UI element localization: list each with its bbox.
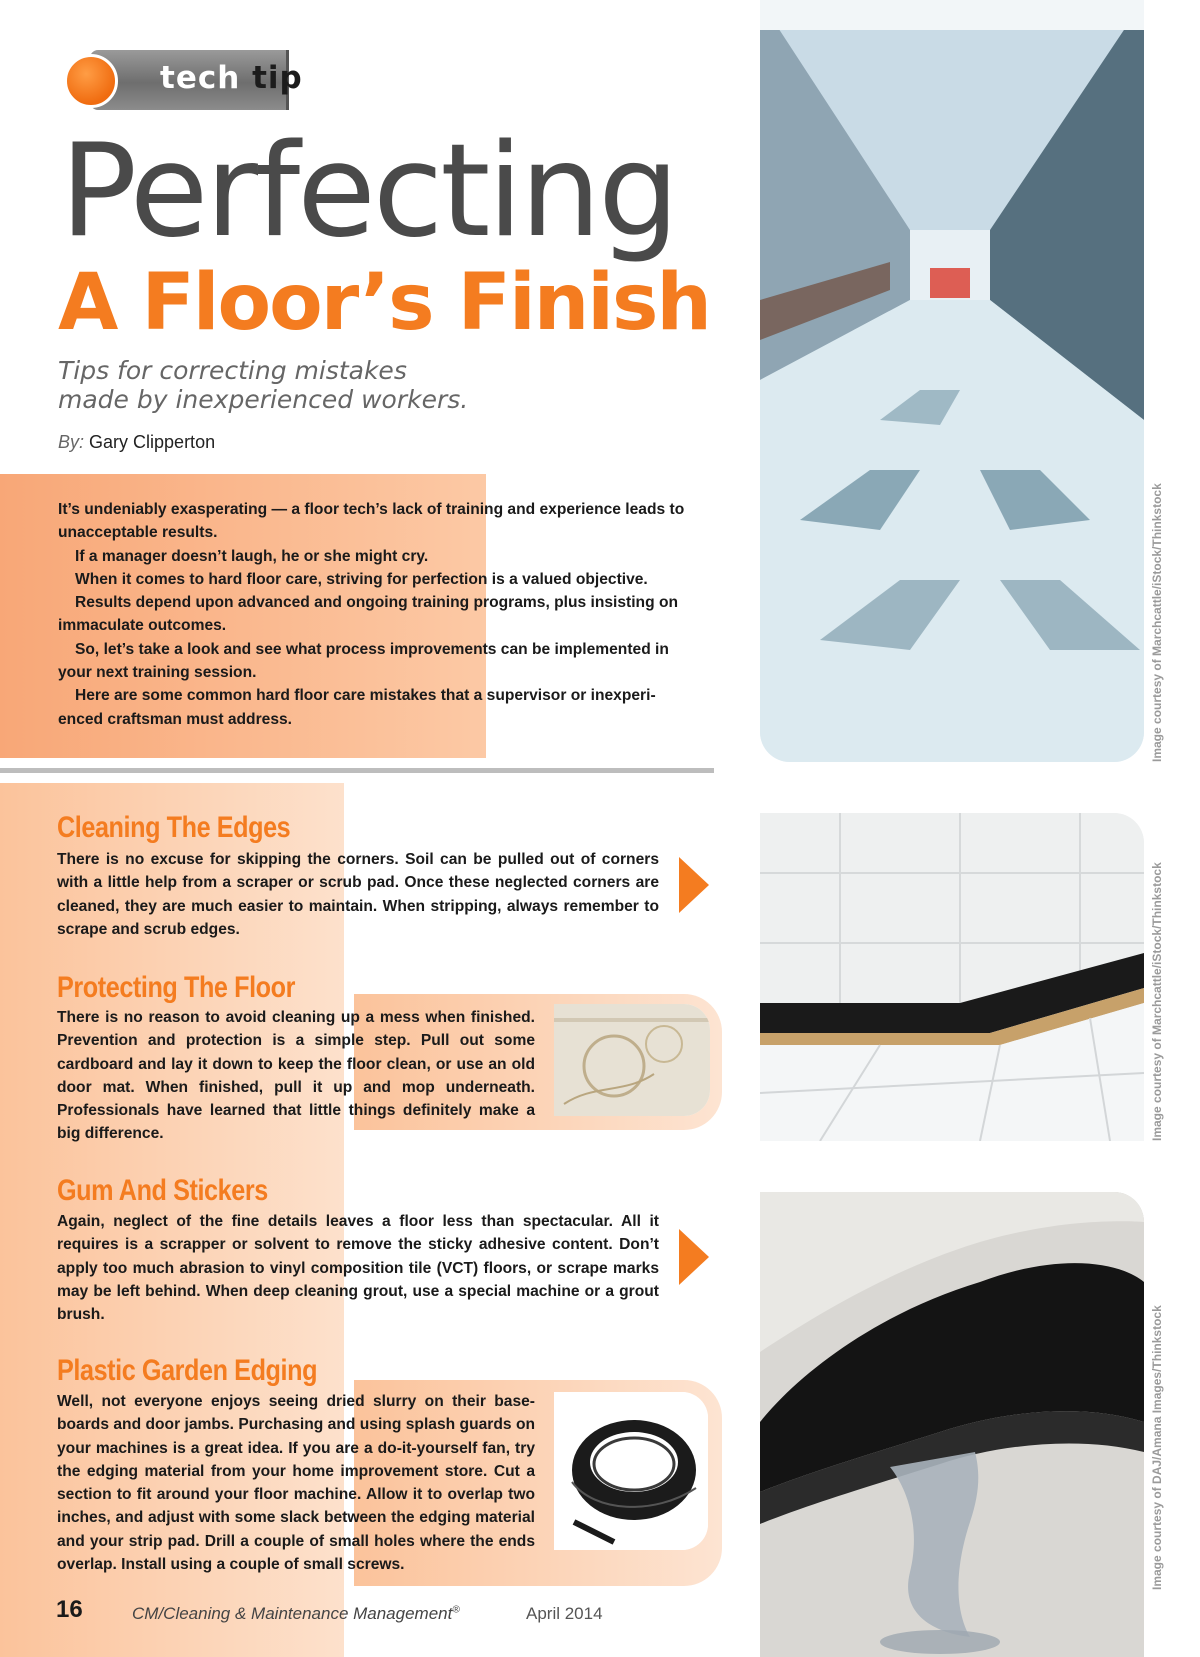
author-name: Gary Clipperton <box>89 432 216 452</box>
arrow-right-icon <box>679 1229 709 1285</box>
shoe-gum-illustration <box>760 1192 1144 1657</box>
callout-image-frame <box>554 1392 708 1550</box>
article-title-line2: A Floor’s Finish <box>58 258 710 348</box>
shoe-gum-photo <box>760 1192 1144 1657</box>
section-body: Again, neglect of the fine details leaves a floor less than spectacular. All it requires is a scrapper or solvent to remove the sticky adhesive content. Don’t apply too much abrasion to vinyl composition tile (VCT) floors, or scrape marks may be left behind. When deep cleaning grout, use a special machine or a grout brush. <box>57 1213 659 1324</box>
section-body: Well, not everyone enjoys seeing dried slurry on their base-boards and door jambs. Purchasing and using splash guards on your machines is a great idea. If you are a do-it-yourself fan, try the edging material from your home improvement store. Cut a section to fit around your floor machine. Allow it to overlap two inches, and adjust with some slack between the edging material and your strip pad. Drill a couple of small holes where the ends overlap. Install using a couple of small screws. <box>57 1393 535 1574</box>
intro-paragraph: Results depend upon advanced and ongoing training programs, plus insisting on immaculate outcomes. <box>58 594 678 635</box>
section-divider <box>0 768 714 773</box>
by-label: By: <box>58 432 85 452</box>
page-number: 16 <box>56 1596 83 1623</box>
stained-floor-illustration <box>554 1004 710 1116</box>
photo-credit-2: Image courtesy of Marchcattle/iStock/Thinkstock <box>1150 862 1164 1141</box>
intro-paragraph: If a manager doesn’t laugh, he or she might cry. <box>75 547 429 565</box>
callout-image-frame <box>554 1004 710 1116</box>
section-heading: Cleaning The Edges <box>57 811 291 844</box>
byline <box>58 432 215 453</box>
subtitle-line2: made by inexperienced workers. <box>58 385 469 414</box>
subtitle-line1: Tips for correcting mistakes <box>58 356 407 385</box>
publication-name <box>132 1604 460 1624</box>
issue-date: April 2014 <box>526 1604 603 1623</box>
section-heading: Plastic Garden Edging <box>57 1354 318 1387</box>
intro-paragraph: When it comes to hard floor care, striving for perfection is a valued objective. <box>75 570 648 588</box>
garden-edging-roll-illustration <box>554 1392 708 1550</box>
intro-paragraph: Here are some common hard floor care mistakes that a supervisor or inexperi-enced craftsman must address. <box>58 687 656 728</box>
section-body: There is no reason to avoid cleaning up a mess when finished. Prevention and protection is a simple step. Pull out some cardboard and lay it down to keep the floor clean, or use an old door mat. When finished, pull it up and mop underneath. Professionals have learned that little things definitely make a big difference. <box>57 1009 535 1143</box>
section-heading: Gum And Stickers <box>57 1174 268 1207</box>
intro-paragraph: So, let’s take a look and see what process improvements can be implemented in your next training session. <box>58 640 669 682</box>
badge-label <box>160 60 303 96</box>
badge-word-tip: tip <box>252 60 303 96</box>
photo-credit-1: Image courtesy of Marchcattle/iStock/Thinkstock <box>1150 483 1164 762</box>
corridor-photo <box>760 0 1144 762</box>
publication-title: CM/Cleaning & Maintenance Management <box>132 1604 453 1623</box>
corridor-illustration <box>760 0 1144 762</box>
baseboard-photo <box>760 813 1144 1141</box>
orange-dot-icon <box>64 54 118 108</box>
article-subtitle <box>58 356 618 414</box>
section-heading: Protecting The Floor <box>57 971 296 1004</box>
badge-word-tech: tech <box>160 60 241 96</box>
intro-text <box>58 498 692 731</box>
section-body: There is no excuse for skipping the corners. Soil can be pulled out of corners with a little help from a scraper or scrub pad. Once these neglected corners are cleaned, they are much easier to maintain. When stripping, always remember to scrape and scrub edges. <box>57 851 659 938</box>
article-title-line1: Perfecting <box>60 117 677 266</box>
intro-paragraph: It’s undeniably exasperating — a floor tech’s lack of training and experience leads to unacceptable results. <box>58 501 685 542</box>
photo-credit-3: Image courtesy of DAJ/Amana Images/Thinkstock <box>1150 1305 1164 1590</box>
registered-mark: ® <box>452 1604 460 1616</box>
arrow-right-icon <box>679 857 709 913</box>
baseboard-illustration <box>760 813 1144 1141</box>
